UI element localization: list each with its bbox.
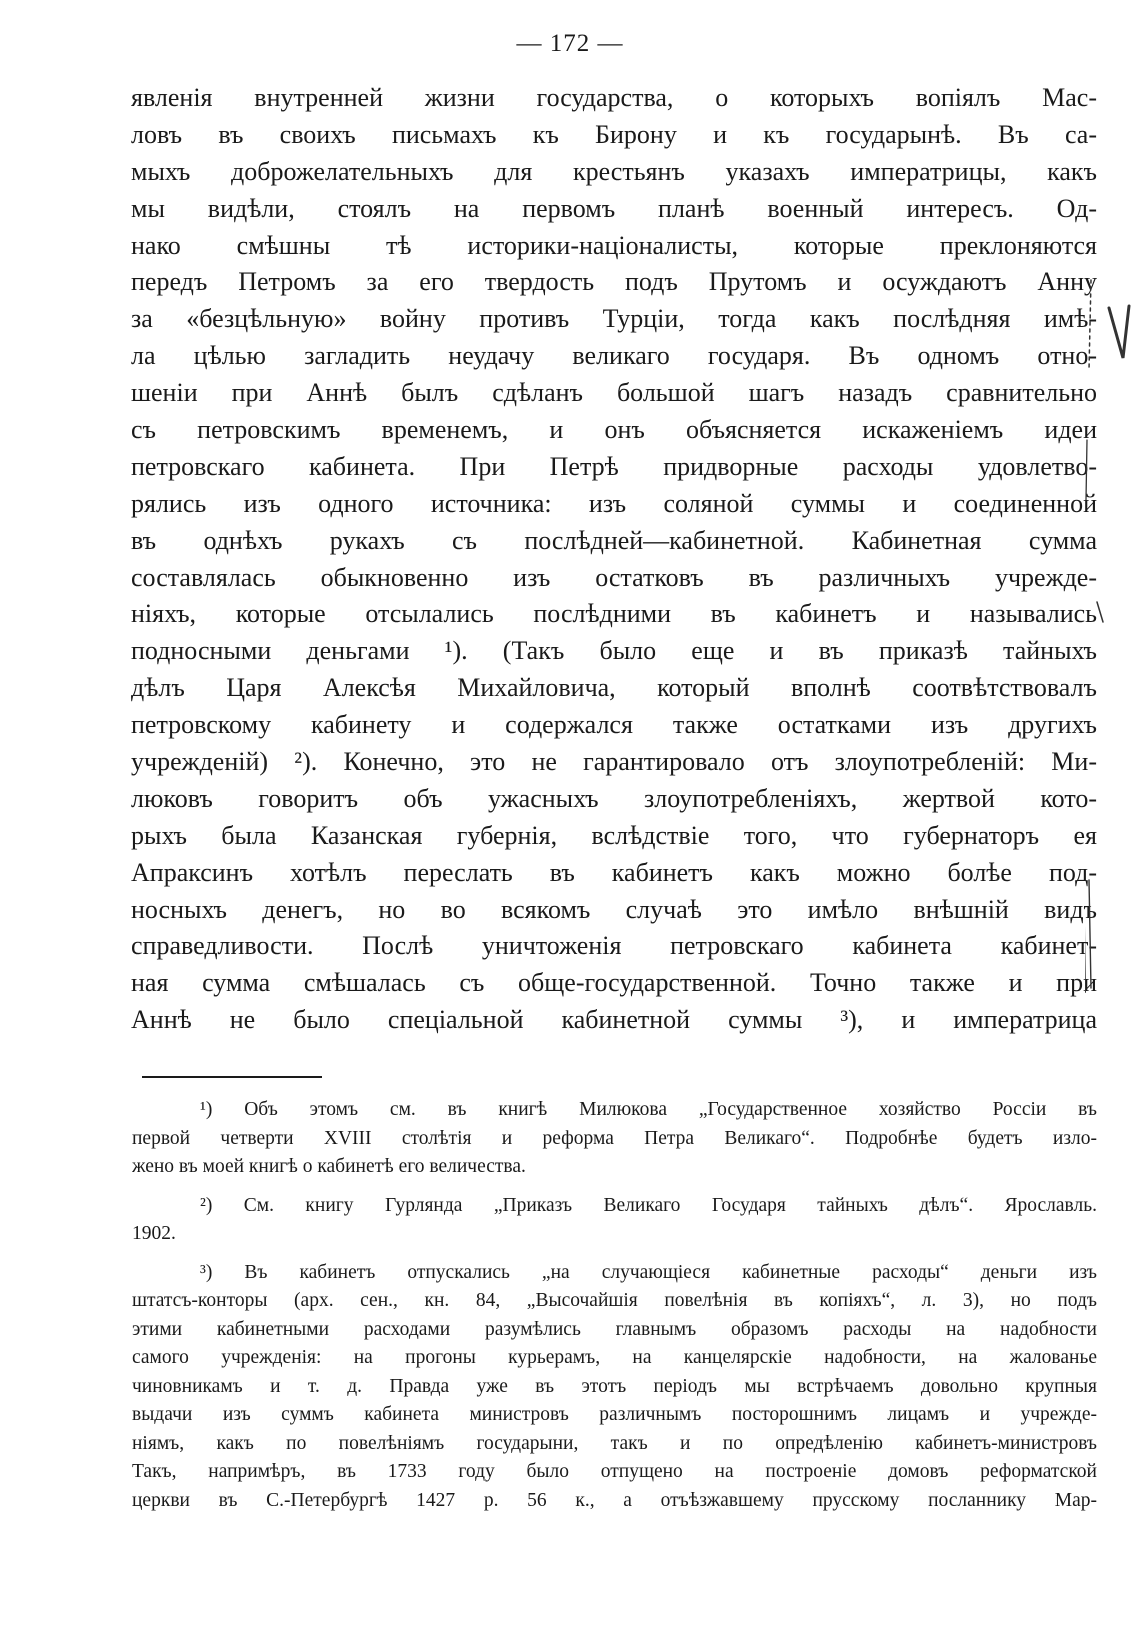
text-line: явленія внутренней жизни государства, о которыхъ вопіялъ Мас- — [131, 83, 1097, 112]
text-line: передъ Петромъ за его твердость подъ Прутомъ и осуждаютъ Анну — [131, 267, 1097, 297]
pencil-margin-line — [1086, 440, 1087, 500]
footnote-1-line: ¹) Объ этомъ см. въ книгѣ Милюкова „Государственное хозяйство Россіи въ — [200, 1099, 1097, 1120]
text-line: справедливости. Послѣ уничтоженія петровскаго кабинета кабинет- — [131, 931, 1097, 961]
text-line: мы видѣли, стоялъ на первомъ планѣ военный интересъ. Од- — [131, 193, 1097, 223]
pencil-margin-line — [1089, 880, 1091, 988]
footnote-3-line: ніямъ, какъ по повелѣніямъ государыни, такъ и по опредѣленію кабинетъ-министровъ — [132, 1432, 1097, 1454]
text-line: дѣлъ Царя Алексѣя Михайловича, который вполнѣ соотвѣтствовалъ — [131, 673, 1097, 703]
footnote-separator — [142, 1076, 322, 1078]
text-line: рыхъ была Казанская губернія, вслѣдствіе того, что губернаторъ ея — [131, 820, 1097, 850]
text-line: ніяхъ, которые отсылались послѣдними въ кабинетъ и назывались — [131, 599, 1097, 629]
text-line: ла цѣлью загладить неудачу великаго государя. Въ одномъ отно- — [131, 341, 1097, 371]
text-line: составлялась обыкновенно изъ остатковъ въ различныхъ учрежде- — [131, 562, 1097, 592]
page-number: — 172 — — [516, 30, 624, 57]
text-line: ловъ въ своихъ письмахъ къ Бирону и къ государынѣ. Въ са- — [131, 119, 1097, 149]
text-line: Апраксинъ хотѣлъ переслать въ кабинетъ какъ можно болѣе под- — [131, 857, 1097, 887]
text-line: за «безцѣльную» войну противъ Турціи, тогда какъ послѣдняя имѣ- — [131, 304, 1097, 334]
footnote-2-line: 1902. — [132, 1223, 176, 1244]
text-line: петровскому кабинету и содержался также остатками изъ другихъ — [131, 710, 1097, 740]
text-line: носныхъ денегъ, но во всякомъ случаѣ это имѣло внѣшній видъ — [131, 894, 1097, 924]
footnote-3-line: чиновникамъ и т. д. Правда уже въ этотъ періодъ мы встрѣчаемъ довольно крупныя — [132, 1375, 1097, 1397]
text-line: подносными деньгами ¹). (Такъ было еще и въ приказѣ тайныхъ — [131, 636, 1097, 666]
text-line: рялись изъ одного источника: изъ соляной суммы и соединенной — [131, 488, 1097, 518]
text-line: люковъ говоритъ объ ужасныхъ злоупотребленіяхъ, жертвой кото- — [131, 783, 1097, 813]
text-line: шеніи при Аннѣ былъ сдѣланъ большой шагъ назадъ сравнительно — [131, 378, 1097, 408]
footnote-2-line: ²) См. книгу Гурлянда „Приказъ Великаго Государя тайныхъ дѣлъ“. Ярославль. — [200, 1194, 1097, 1216]
text-line: мыхъ доброжелательныхъ для крестьянъ указахъ императрицы, какъ — [131, 156, 1097, 186]
footnote-3-line: этими кабинетными расходами разумѣлись главнымъ образомъ расходы на надобности — [132, 1318, 1097, 1340]
text-line: Аннѣ не было спеціальной кабинетной суммы ³), и императрица — [131, 1005, 1097, 1035]
footnote-gap — [132, 1182, 1097, 1192]
margin-pencil-marks — [1085, 240, 1140, 1040]
footnotes — [132, 1096, 1097, 1515]
text-line: нако смѣшны тѣ историки-націоналисты, которые преклоняются — [131, 230, 1097, 260]
footnote-3-line: выдачи изъ суммъ кабинета министровъ различнымъ посторошнимъ лицамъ и учрежде- — [132, 1404, 1097, 1425]
text-line: съ петровскимъ временемъ, и онъ объясняется искаженіемъ идеи — [131, 415, 1097, 445]
pencil-margin-line — [1089, 280, 1091, 370]
footnote-1-line: жено въ моей книгѣ о кабинетѣ его величества. — [132, 1156, 526, 1177]
text-line: учрежденій) ²). Конечно, это не гарантировало отъ злоупотребленій: Ми- — [131, 747, 1097, 777]
footnote-3-line: самого учрежденія: на прогоны курьерамъ, на канцелярскіе надобности, на жалованье — [132, 1347, 1097, 1368]
main-text — [131, 80, 1097, 1039]
pencil-tick — [1097, 602, 1103, 622]
footnote-3-line: ³) Въ кабинетъ отпускались „на случающіеся кабинетные расходы“ деньги изъ — [200, 1261, 1097, 1283]
footnote-3-line: штатсъ-конторы (арх. сен., кн. 84, „Высочайшія повелѣнія въ копіяхъ“, л. 3), но подъ — [132, 1290, 1097, 1311]
text-line: петровскаго кабинета. При Петрѣ придворные расходы удовлетво- — [131, 451, 1097, 481]
footnote-1-line: первой четверти XVIII столѣтія и реформа Петра Великаго“. Подробнѣе будетъ изло- — [132, 1127, 1097, 1149]
footnote-3-line: Такъ, напримѣръ, въ 1733 году было отпущено на построеніе домовъ реформатской — [132, 1461, 1097, 1482]
pencil-check-mark — [1109, 306, 1129, 358]
text-line: въ однѣхъ рукахъ съ послѣдней—кабинетной. Кабинетная сумма — [131, 525, 1097, 555]
text-line: ная сумма смѣшалась съ обще-государственной. Точно также и при — [131, 968, 1097, 998]
footnote-3-line: церкви въ С.-Петербургѣ 1427 р. 56 к., а отъѣзжавшему прусскому посланнику Мар- — [132, 1489, 1097, 1511]
footnote-gap — [132, 1249, 1097, 1259]
